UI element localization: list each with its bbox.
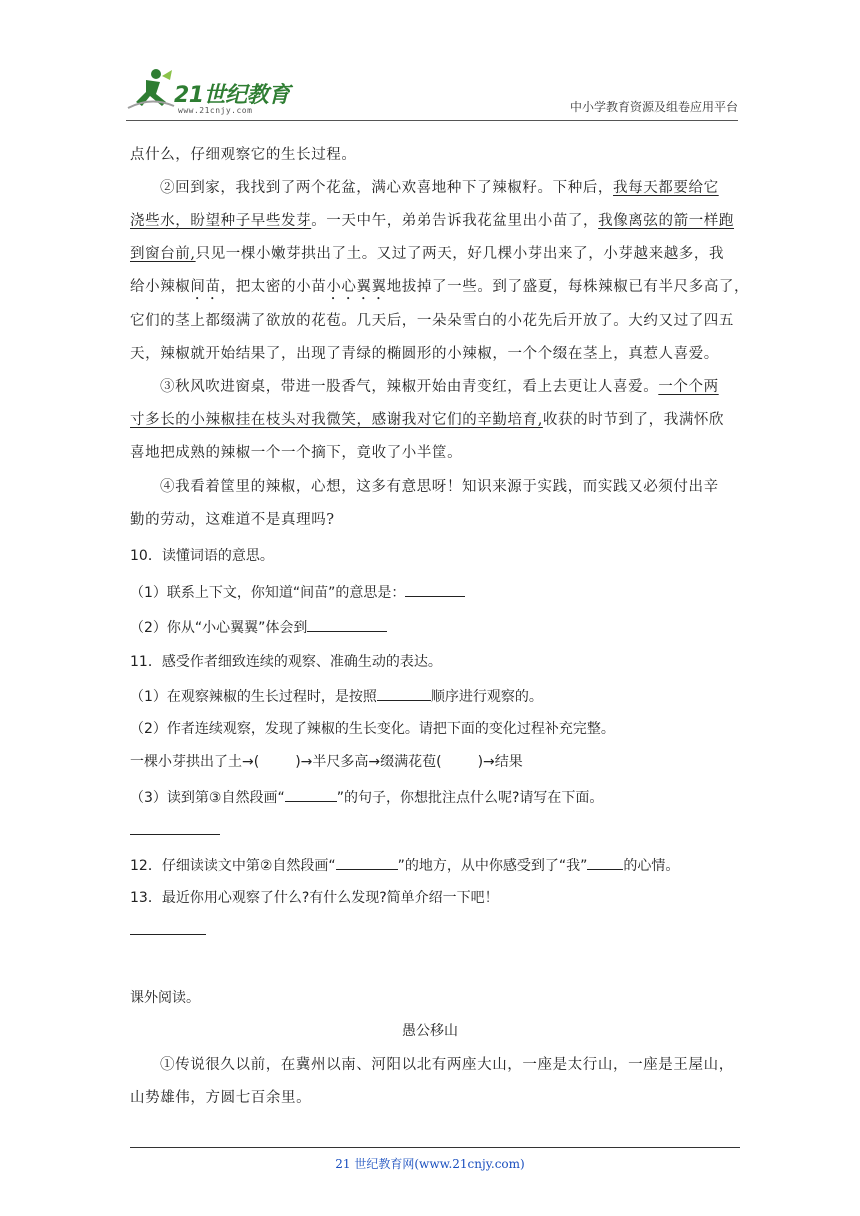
answer-blank[interactable] [405,582,465,597]
question-13 [130,888,740,908]
passage-line [130,145,740,165]
question-text: ”的地方，从中你感受到了“我” [397,858,588,874]
question-11-2 [130,719,740,739]
passage-text: ④我看着筐里的辣椒，心想，这多有意思呀！知识来源于实践，而实践又必须付出辛 [160,479,719,495]
extra-paragraph-line [130,1088,740,1108]
logo-text: 21世纪教育 [174,83,290,108]
question-text: 13．最近你用心观察了什么?有什么发现?简单介绍一下吧！ [130,890,499,906]
logo-url: www.21cnjy.com [178,106,253,115]
question-text: 的心情。 [623,858,680,874]
passage-text: 天，辣椒就开始结果了，出现了青绿的椭圆形的小辣椒，一个个缀在茎上，真惹人喜爱。 [130,346,719,362]
question-text: 10．读懂词语的意思。 [130,548,274,564]
dotted-word: 间苗 [190,279,221,295]
paragraph-2-line [130,344,740,364]
section-label: 课外阅读。 [130,990,200,1006]
answer-blank[interactable] [285,787,337,802]
question-text: （1）在观察辣椒的生长过程时，是按照 [130,689,377,705]
footer-link[interactable]: 21 世纪教育网(www.21cnjy.com) [335,1157,525,1171]
question-11-3 [130,787,740,808]
answer-blank[interactable] [307,617,387,632]
question-10-1 [130,582,740,603]
paragraph-4-line [130,477,740,497]
header-divider [126,120,738,121]
passage-text: ①传说很久以前，在冀州以南、河阳以北有两座大山，一座是太行山，一座是王屋山， [160,1057,734,1073]
paragraph-2-line [130,277,750,303]
question-text: 顺序进行观察的。 [430,689,543,705]
runner-logo-icon [126,66,176,112]
passage-text: 收获的时节到了，我满怀欣 [542,412,725,428]
paragraph-3-line [130,410,740,430]
passage-text: ③秋风吹进窗桌，带进一股香气，辣椒开始由青变红，看上去更让人喜爱。 [160,379,659,395]
paragraph-2-line [130,211,740,231]
passage-text: 只见一棵小嫩芽拱出了土。又过了两天，好几棵小芽出来了，小芽越来越多，我 [195,246,725,262]
passage-text: 勤的劳动，这难道不是真理吗? [130,512,335,528]
passage-text: 喜地把成熟的辣椒一个一个摘下，竟收了小半筐。 [130,445,463,461]
paragraph-3-line [130,443,740,463]
paragraph-4-line [130,510,740,530]
question-11-1 [130,686,740,707]
paragraph-2-line [130,311,740,331]
underlined-sentence: 寸多长的小辣椒挂在枝头对我微笑，感谢我对它们的辛勤培育, [130,412,543,428]
passage-text: ，把太密的小苗 [220,279,327,295]
underlined-sentence: 浇些水，盼望种子早些发芽 [130,213,312,229]
paragraph-2-line [130,178,740,198]
paragraph-2-line [130,244,740,264]
answer-blank[interactable] [377,686,431,701]
growth-chain [130,752,740,772]
chain-text: )→结果 [477,754,523,770]
paragraph-3-line [130,377,740,397]
brand-logo [126,66,296,114]
underlined-sentence: 一个个两 [658,379,719,395]
answer-line[interactable] [130,834,220,835]
passage-text: 。一天中午，弟弟告诉我花盆里出小苗了， [311,213,599,229]
question-10-2 [130,617,740,638]
chain-text: )→半尺多高→缀满花苞( [295,754,442,770]
platform-name: 中小学教育资源及组卷应用平台 [569,100,738,114]
passage-text: 给小辣椒 [130,279,191,295]
question-text: （1）联系上下文，你知道“间苗”的意思是： [130,585,406,601]
question-text: 12．仔细读读文中第②自然段画“ [130,858,336,874]
underlined-sentence: 我像离弦的箭一样跑 [598,213,735,229]
question-11 [130,652,740,672]
question-text: ”的句子，你想批注点什么呢?请写在下面。 [336,790,604,806]
answer-blank[interactable] [336,855,398,870]
underlined-sentence: 我每天都要给它 [613,180,719,196]
extra-paragraph-line [130,1055,740,1075]
passage-text: ②回到家，我找到了两个花盆，满心欢喜地种下了辣椒籽。下种后， [160,180,613,196]
question-text: （2）你从“小心翼翼”体会到 [130,620,308,636]
footer-divider [130,1147,740,1148]
question-10 [130,546,740,566]
article-title: 愚公移山 [402,1023,458,1039]
answer-blank[interactable] [587,855,623,870]
underlined-sentence: 到窗台前, [130,246,196,262]
question-12 [130,855,740,876]
chain-text: 一棵小芽拱出了土→( [130,754,260,770]
page-header [126,66,738,124]
passage-text: 山势雄伟，方圆七百余里。 [130,1090,312,1106]
passage-text: 地拔掉了一些。到了盛夏，每株辣椒已有半尺多高了， [386,279,750,295]
answer-line[interactable] [130,934,206,935]
passage-text: 点什么，仔细观察它的生长过程。 [130,147,357,163]
question-text: （2）作者连续观察，发现了辣椒的生长变化。请把下面的变化过程补充完整。 [130,721,615,737]
question-text: （3）读到第③自然段画“ [130,790,285,806]
passage-text: 它们的茎上都缀满了欲放的花苞。几天后，一朵朵雪白的小花先后开放了。大约又过了四五 [130,313,734,329]
extra-reading-label [130,988,740,1008]
dotted-word: 小心翼翼 [326,279,387,295]
question-text: 11．感受作者细致连续的观察、准确生动的表达。 [130,654,442,670]
